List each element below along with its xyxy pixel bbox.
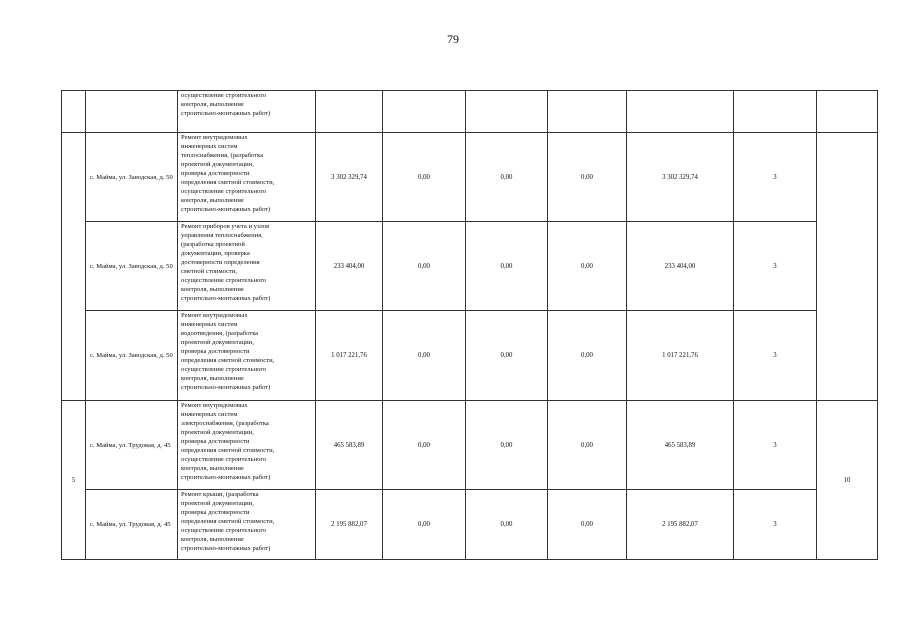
work-description-cell: Ремонт внутридомовых инженерных систем электроснабжения, (разработка проектной документации, проверка достоверности определения сметной стоимости, осуществление строительного контроля, выполнение строительно-монтажных работ): [178, 401, 316, 490]
total-cost-cell: 2 195 882,07: [316, 490, 383, 560]
table-row: [62, 490, 878, 560]
total-cost-cell: 3 302 329,74: [316, 133, 383, 222]
cost-cell: 0,00: [466, 133, 548, 222]
cost-cell: 0,00: [548, 311, 627, 401]
cost-cell: [627, 91, 734, 133]
address-cell: с. Майма, ул. Трудовая, д. 45: [86, 490, 178, 560]
count-cell: 3: [734, 311, 817, 401]
work-description-cell: Ремонт приборов учета и узлов управления теплоснабжения, (разработка проектной документации, проверка достоверности определения сметной стоимости, осуществление строительного контроля, выполнение строительно-монтажных работ): [178, 222, 316, 311]
row-number-cell: [62, 133, 86, 401]
cost-cell: 233 404,00: [627, 222, 734, 311]
total-cost-cell: 233 404,00: [316, 222, 383, 311]
work-description-cell: Ремонт крыши, (разработка проектной документации, проверка достоверности определения сметной стоимости, осуществление строительного контроля, выполнение строительно-монтажных работ): [178, 490, 316, 560]
total-cost-cell: 1 017 221,76: [316, 311, 383, 401]
group-total-cell: 10: [817, 401, 878, 560]
address-cell: с. Майма, ул. Заводская, д. 50: [86, 133, 178, 222]
cost-cell: 0,00: [466, 401, 548, 490]
total-cost-cell: [316, 91, 383, 133]
cost-cell: 0,00: [548, 490, 627, 560]
cost-cell: [383, 91, 466, 133]
cost-cell: 2 195 882,07: [627, 490, 734, 560]
cost-cell: 0,00: [383, 311, 466, 401]
cost-cell: 0,00: [548, 222, 627, 311]
work-description-cell: Ремонт внутридомовых инженерных систем водоотведения, (разработка проектной документации, проверка достоверности определения сметной стоимости, осуществление строительного контроля, выполнение строительно-монтажных работ): [178, 311, 316, 401]
cost-cell: [466, 91, 548, 133]
address-cell: с. Майма, ул. Трудовая, д. 45: [86, 401, 178, 490]
cost-cell: 465 583,89: [627, 401, 734, 490]
work-description-cell: осуществление строительного контроля, выполнение строительно-монтажных работ): [178, 91, 316, 133]
cost-cell: 3 302 329,74: [627, 133, 734, 222]
table-row: [62, 222, 878, 311]
work-description-cell: Ремонт внутридомовых инженерных систем теплоснабжения, (разработка проектной документации, проверка достоверности определения сметной стоимости, осуществление строительного контроля, выполнение строительно-монтажных работ): [178, 133, 316, 222]
cost-cell: [548, 91, 627, 133]
address-cell: [86, 91, 178, 133]
count-cell: 3: [734, 133, 817, 222]
table-row: [62, 401, 878, 490]
group-total-cell: [817, 133, 878, 401]
row-number-cell: [62, 91, 86, 133]
address-cell: с. Майма, ул. Заводская, д. 50: [86, 311, 178, 401]
count-cell: 3: [734, 401, 817, 490]
cost-cell: 0,00: [466, 311, 548, 401]
page-number: 79: [447, 32, 459, 46]
group-total-cell: [817, 91, 878, 133]
cost-cell: 0,00: [383, 222, 466, 311]
document-table: [61, 90, 878, 560]
cost-cell: 0,00: [383, 401, 466, 490]
table-row: [62, 91, 878, 133]
total-cost-cell: 465 583,89: [316, 401, 383, 490]
cost-cell: 0,00: [548, 133, 627, 222]
cost-cell: 1 017 221,76: [627, 311, 734, 401]
row-number-cell: 5: [62, 401, 86, 560]
count-cell: 3: [734, 490, 817, 560]
address-cell: с. Майма, ул. Заводская, д. 50: [86, 222, 178, 311]
count-cell: [734, 91, 817, 133]
cost-cell: 0,00: [466, 222, 548, 311]
count-cell: 3: [734, 222, 817, 311]
table-row: [62, 311, 878, 401]
table-row: [62, 133, 878, 222]
cost-cell: 0,00: [548, 401, 627, 490]
cost-cell: 0,00: [383, 133, 466, 222]
cost-cell: 0,00: [466, 490, 548, 560]
cost-cell: 0,00: [383, 490, 466, 560]
